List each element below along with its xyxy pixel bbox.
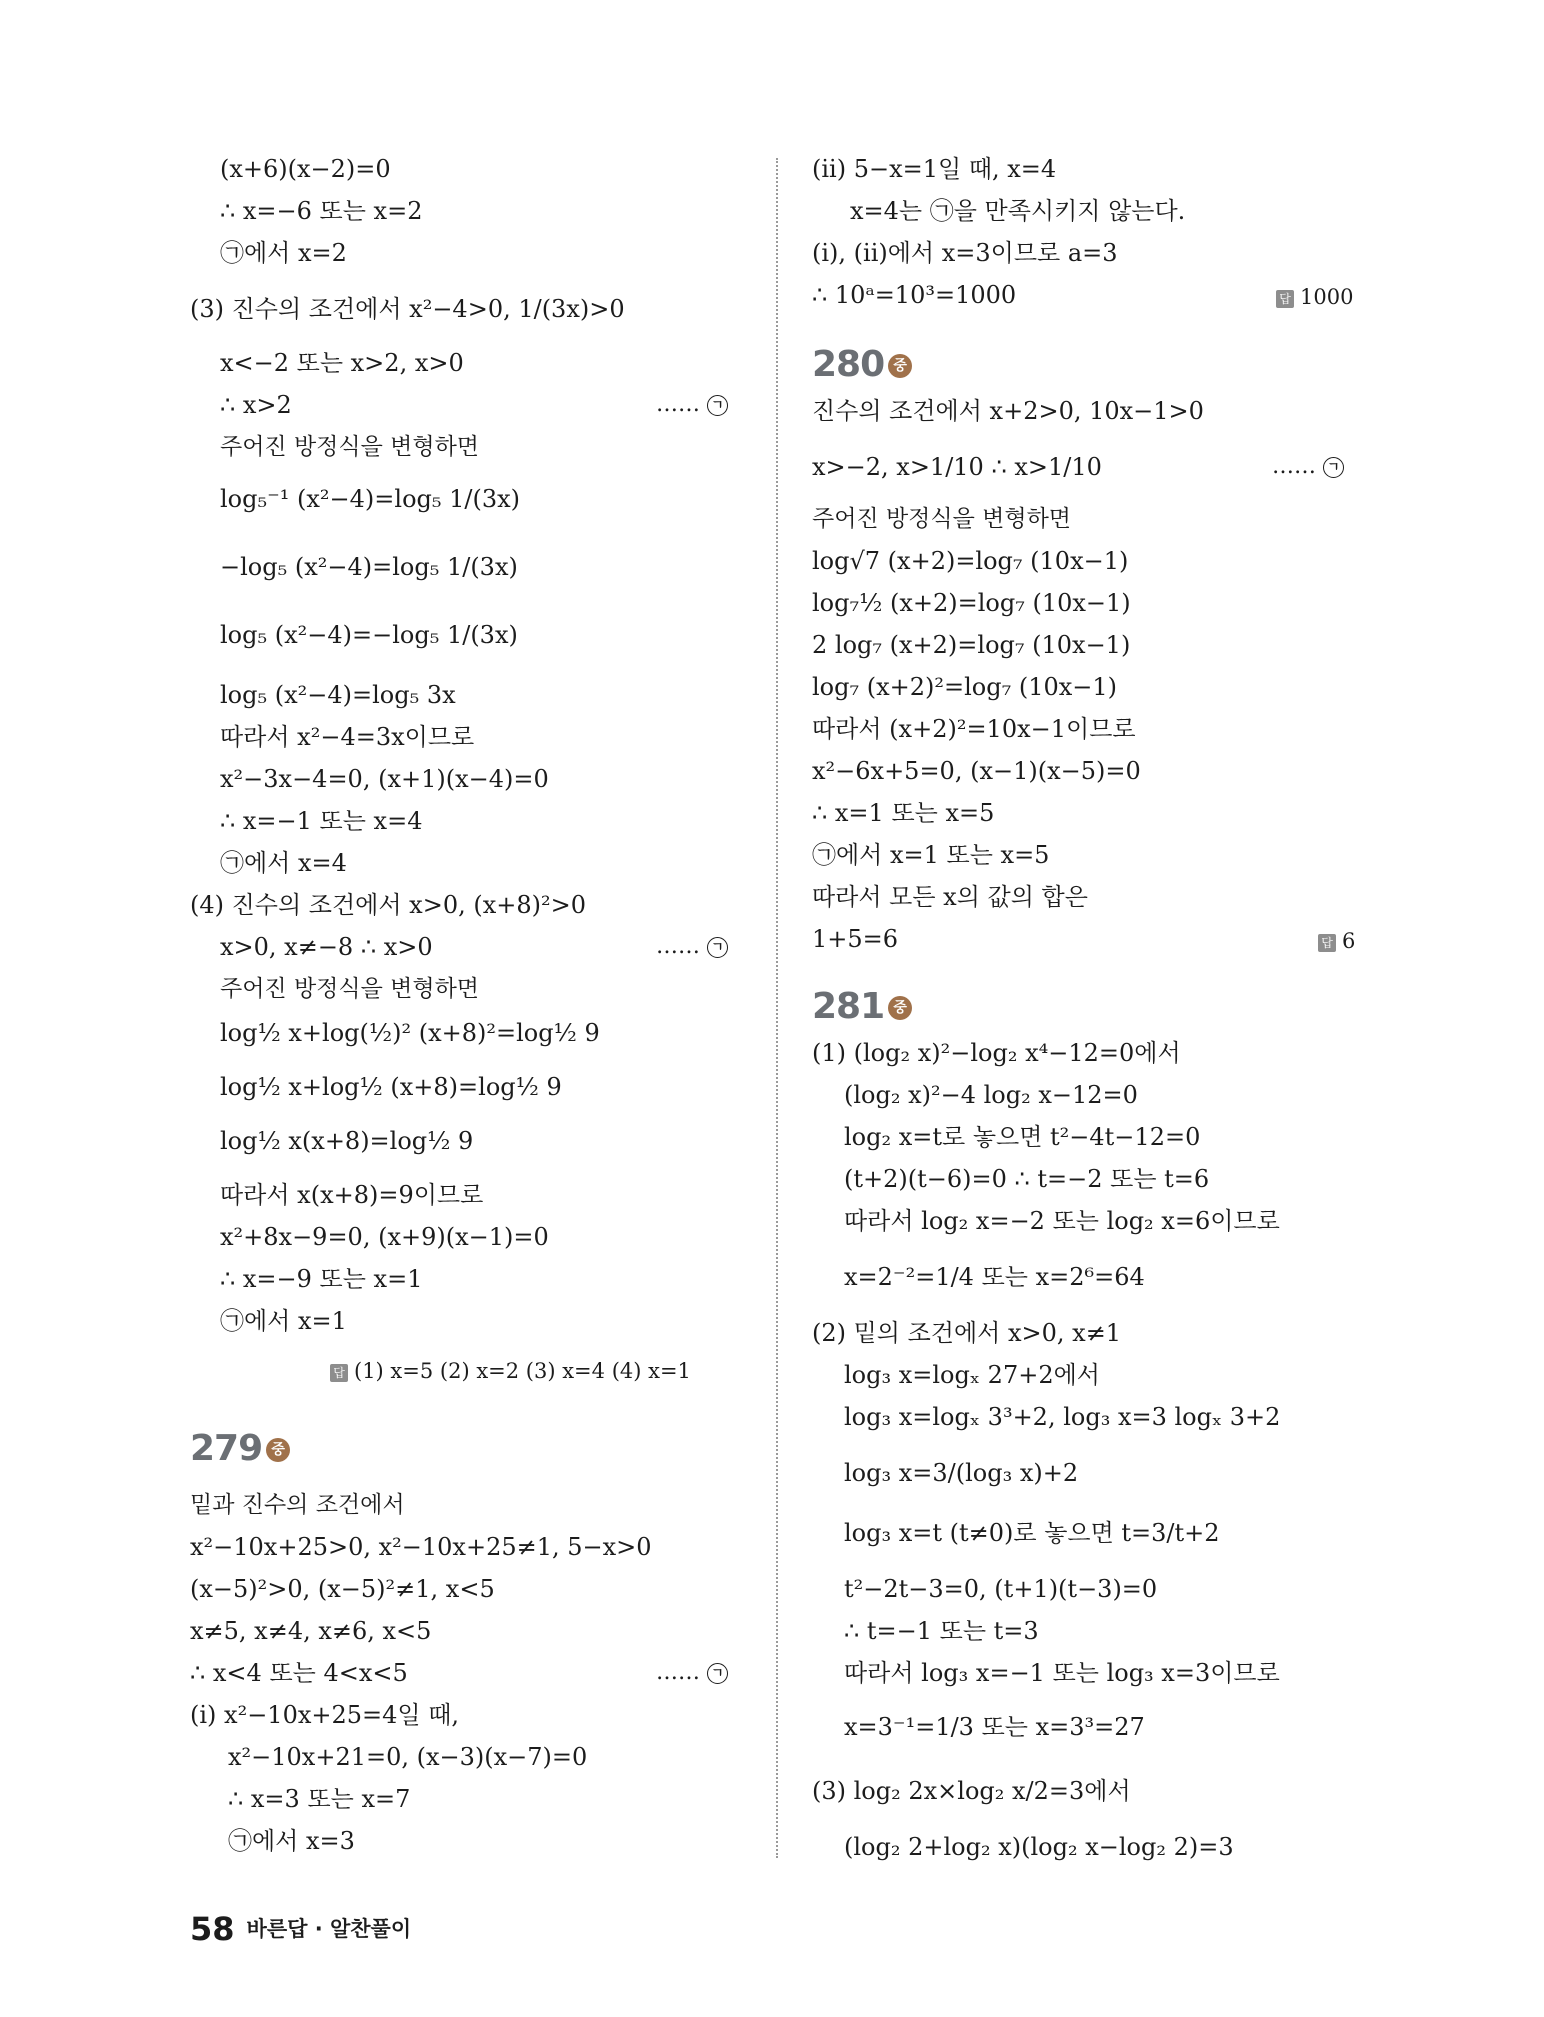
problem-number: 279 <box>190 1428 263 1469</box>
condition-marker <box>656 1658 728 1688</box>
problem-header-279 <box>190 1424 290 1477</box>
solution-line: log₅⁻¹ (x²−4)=log₅ 1/(3x) <box>220 485 521 513</box>
solution-line: ㉠에서 x=4 <box>220 849 347 877</box>
solution-line: 주어진 방정식을 변형하면 <box>220 434 480 460</box>
circle-marker-icon: ㄱ <box>707 937 728 958</box>
solution-line: x²+8x−9=0, (x+9)(x−1)=0 <box>220 1223 549 1251</box>
solution-line: log½ x(x+8)=log½ 9 <box>220 1127 474 1155</box>
difficulty-badge: 중 <box>266 1438 290 1462</box>
solution-line: (4) 진수의 조건에서 x>0, (x+8)²>0 <box>190 891 586 919</box>
solution-line: ∴ x=1 또는 x=5 <box>812 799 995 827</box>
solution-line: ∴ x=3 또는 x=7 <box>228 1785 411 1813</box>
answer-icon: 답 <box>330 1364 348 1382</box>
solution-line: (ii) 5−x=1일 때, x=4 <box>812 155 1057 183</box>
solution-line: ∴ x=−9 또는 x=1 <box>220 1265 423 1293</box>
solution-line: 따라서 모든 x의 값의 합은 <box>812 883 1088 911</box>
dots: …… <box>656 1660 700 1685</box>
solution-line: 따라서 x(x+8)=9이므로 <box>220 1181 484 1209</box>
difficulty-badge: 중 <box>888 354 912 378</box>
solution-line: x²−6x+5=0, (x−1)(x−5)=0 <box>812 757 1141 785</box>
solution-line: −log₅ (x²−4)=log₅ 1/(3x) <box>220 553 518 581</box>
solution-line: 따라서 (x+2)²=10x−1이므로 <box>812 715 1136 743</box>
solution-line: (3) 진수의 조건에서 x²−4>0, 1/(3x)>0 <box>190 295 625 323</box>
solution-line: log₃ x=logₓ 27+2에서 <box>844 1361 1100 1389</box>
condition-marker <box>656 390 728 420</box>
circle-marker-icon: ㄱ <box>1323 457 1344 478</box>
solution-line: 주어진 방정식을 변형하면 <box>220 976 480 1002</box>
solution-line: (log₂ x)²−4 log₂ x−12=0 <box>844 1081 1138 1109</box>
solution-line: 1+5=6 <box>812 925 899 953</box>
solution-line: (t+2)(t−6)=0 ∴ t=−2 또는 t=6 <box>844 1165 1210 1193</box>
answer-279 <box>1276 282 1353 312</box>
solution-line: x²−10x+21=0, (x−3)(x−7)=0 <box>228 1743 588 1771</box>
solution-line: ㉠에서 x=1 <box>220 1307 347 1335</box>
solution-line: (x+6)(x−2)=0 <box>220 155 391 183</box>
problem-header-281 <box>812 982 912 1035</box>
solution-line: 2 log₇ (x+2)=log₇ (10x−1) <box>812 631 1131 659</box>
solution-line: x≠5, x≠4, x≠6, x<5 <box>190 1617 432 1645</box>
solution-line: (3) log₂ 2x×log₂ x/2=3에서 <box>812 1777 1131 1805</box>
solution-line: ∴ x>2 <box>220 391 292 419</box>
solution-line: x²−3x−4=0, (x+1)(x−4)=0 <box>220 765 549 793</box>
solution-line: x<−2 또는 x>2, x>0 <box>220 349 464 377</box>
solution-line: ㉠에서 x=1 또는 x=5 <box>812 841 1050 869</box>
answer-278 <box>330 1356 691 1386</box>
answer-text: 1000 <box>1300 285 1354 309</box>
solution-line: x=2⁻²=1/4 또는 x=2⁶=64 <box>844 1263 1145 1291</box>
answer-text: 6 <box>1342 929 1356 953</box>
solution-line: log₅ (x²−4)=−log₅ 1/(3x) <box>220 621 518 649</box>
solution-line: ∴ x<4 또는 4<x<5 <box>190 1659 408 1687</box>
solution-line: 주어진 방정식을 변형하면 <box>812 506 1072 532</box>
solution-line: (2) 밑의 조건에서 x>0, x≠1 <box>812 1319 1122 1347</box>
answer-icon: 답 <box>1276 290 1294 308</box>
footer-title: 바른답 · 알찬풀이 <box>246 1917 412 1941</box>
solution-line: (1) (log₂ x)²−log₂ x⁴−12=0에서 <box>812 1039 1181 1067</box>
dots: …… <box>656 392 700 417</box>
condition-marker <box>656 932 728 962</box>
answer-text: (1) x=5 (2) x=2 (3) x=4 (4) x=1 <box>354 1359 691 1383</box>
solution-line: (i), (ii)에서 x=3이므로 a=3 <box>812 239 1118 267</box>
solution-line: log½ x+log(½)² (x+8)²=log½ 9 <box>220 1019 600 1047</box>
column-divider <box>776 158 778 1858</box>
solution-line: 진수의 조건에서 x+2>0, 10x−1>0 <box>812 397 1204 425</box>
solution-line: log√7 (x+2)=log₇ (10x−1) <box>812 547 1129 575</box>
solution-line: x=4는 ㉠을 만족시키지 않는다. <box>850 197 1186 225</box>
solution-line: (x−5)²>0, (x−5)²≠1, x<5 <box>190 1575 495 1603</box>
answer-280 <box>1318 926 1355 956</box>
solution-line: ∴ t=−1 또는 t=3 <box>844 1617 1039 1645</box>
solution-line: log₇½ (x+2)=log₇ (10x−1) <box>812 589 1131 617</box>
solution-line: t²−2t−3=0, (t+1)(t−3)=0 <box>844 1575 1158 1603</box>
problem-number: 280 <box>812 344 885 385</box>
solution-line: log₂ x=t로 놓으면 t²−4t−12=0 <box>844 1123 1201 1151</box>
condition-marker <box>1272 452 1344 482</box>
page-footer <box>190 1910 411 1948</box>
page-number: 58 <box>190 1910 235 1948</box>
solution-line: ∴ 10ᵃ=10³=1000 <box>812 281 1017 309</box>
solution-line: x>−2, x>1/10 ∴ x>1/10 <box>812 453 1102 481</box>
solution-line: 따라서 x²−4=3x이므로 <box>220 723 475 751</box>
solution-line: ㉠에서 x=3 <box>228 1827 355 1855</box>
solution-line: log₇ (x+2)²=log₇ (10x−1) <box>812 673 1118 701</box>
difficulty-badge: 중 <box>888 996 912 1020</box>
solution-line: log½ x+log½ (x+8)=log½ 9 <box>220 1073 562 1101</box>
solution-line: ㉠에서 x=2 <box>220 239 347 267</box>
circle-marker-icon: ㄱ <box>707 395 728 416</box>
answer-icon: 답 <box>1318 934 1336 952</box>
solution-line: x=3⁻¹=1/3 또는 x=3³=27 <box>844 1713 1145 1741</box>
problem-header-280 <box>812 340 912 393</box>
solution-line: 밑과 진수의 조건에서 <box>190 1492 405 1518</box>
solution-line: 따라서 log₂ x=−2 또는 log₂ x=6이므로 <box>844 1207 1280 1235</box>
solution-line: (i) x²−10x+25=4일 때, <box>190 1701 460 1729</box>
solution-line: ∴ x=−1 또는 x=4 <box>220 807 423 835</box>
solution-line: (log₂ 2+log₂ x)(log₂ x−log₂ 2)=3 <box>844 1833 1234 1861</box>
solution-line: log₃ x=logₓ 3³+2, log₃ x=3 logₓ 3+2 <box>844 1403 1281 1431</box>
solution-line: x>0, x≠−8 ∴ x>0 <box>220 933 433 961</box>
solution-line: log₅ (x²−4)=log₅ 3x <box>220 681 456 709</box>
solution-line: 따라서 log₃ x=−1 또는 log₃ x=3이므로 <box>844 1659 1280 1687</box>
solution-line: x²−10x+25>0, x²−10x+25≠1, 5−x>0 <box>190 1533 652 1561</box>
solution-line: ∴ x=−6 또는 x=2 <box>220 197 423 225</box>
solution-line: log₃ x=t (t≠0)로 놓으면 t=3/t+2 <box>844 1519 1220 1547</box>
dots: …… <box>656 934 700 959</box>
solution-line: log₃ x=3/(log₃ x)+2 <box>844 1459 1079 1487</box>
circle-marker-icon: ㄱ <box>707 1663 728 1684</box>
dots: …… <box>1272 454 1316 479</box>
problem-number: 281 <box>812 986 885 1027</box>
